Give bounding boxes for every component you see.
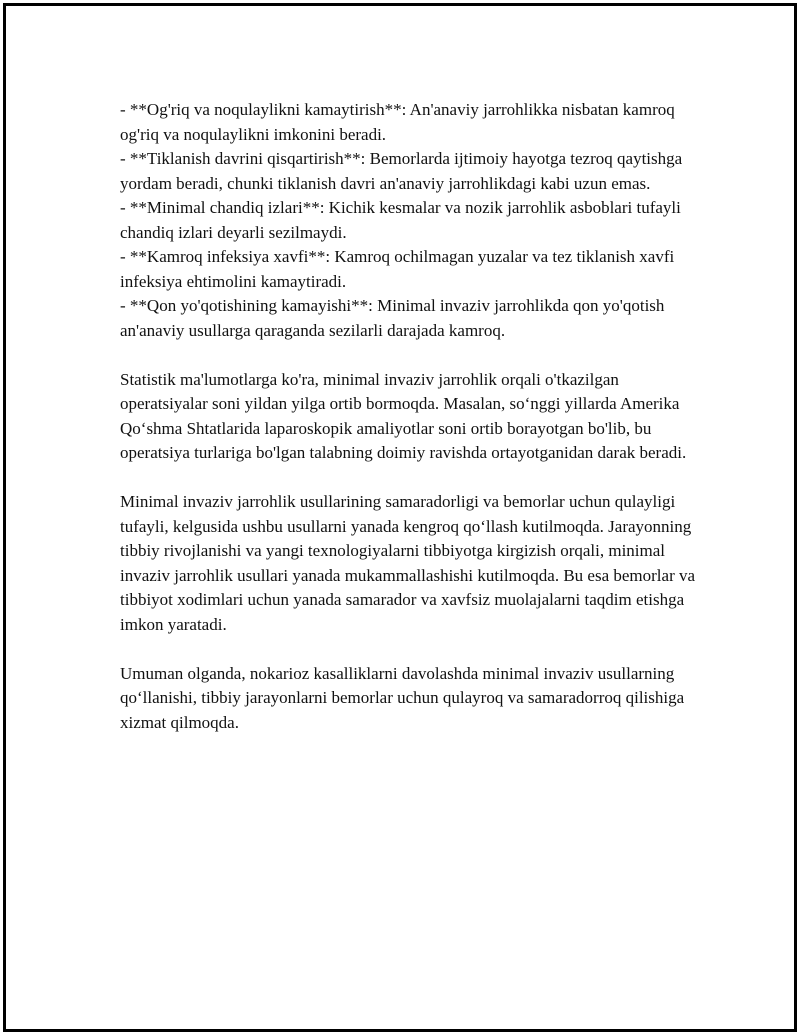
bullet-item-pain-reduction: - **Og'riq va noqulaylikni kamaytirish**: An'anaviy jarrohlikka nisbatan kamroq og'riq va noqulaylikni imkonini beradi. [120,100,675,144]
bullet-item-recovery-time: - **Tiklanish davrini qisqartirish**: Bemorlarda ijtimoiy hayotga tezroq qaytishga yordam beradi, chunki tiklanish davri an'anaviy jarrohlikdagi kabi uzun emas. [120,149,683,193]
paragraph-future-outlook: Minimal invaziv jarrohlik usullarining samaradorligi va bemorlar uchun qulayligi tufayli, kelgusida ushbu usullarni yanada kengroq qo‘llash kutilmoqda. Jarayonning tibbiy rivojlanishi va yangi texnologiyalarni tibbiyotga kirgizish orqali, minimal invaziv jarrohlik usullari yanada mukammallashishi kutilmoqda. Bu esa bemorlar va tibbiyot xodimlari uchun yanada samarador va xavfsiz muolajalarni taqdim etishga imkon yaratadi. [120,492,696,634]
bullet-item-minimal-scars: - **Minimal chandiq izlari**: Kichik kesmalar va nozik jarrohlik asboblari tufayli chandiq izlari deyarli sezilmaydi. [120,198,681,242]
document-body [120,98,700,735]
paragraph-conclusion: Umuman olganda, nokarioz kasalliklarni davolashda minimal invaziv usullarning qo‘llanishi, tibbiy jarayonlarni bemorlar uchun qulayroq va samaradorroq qilishiga xizmat qilmoqda. [120,663,685,732]
paragraph-statistics: Statistik ma'lumotlarga ko'ra, minimal invaziv jarrohlik orqali o'tkazilgan operatsiyalar soni yildan yilga ortib bormoqda. Masalan, so‘nggi yillarda Amerika Qo‘shma Shtatlarida laparoskopik amaliyotlar soni ortib borayotgan bo'lib, bu operatsiya turlariga bo'lgan talabning doimiy ravishda ortayotganidan darak beradi. [120,369,687,462]
page-frame [3,3,797,1032]
bullet-item-infection-risk: - **Kamroq infeksiya xavfi**: Kamroq ochilmagan yuzalar va tez tiklanish xavfi infeksiya ehtimolini kamaytiradi. [120,247,675,291]
bullet-item-blood-loss: - **Qon yo'qotishining kamayishi**: Minimal invaziv jarrohlikda qon yo'qotish an'anaviy usullarga qaraganda sezilarli darajada kamroq. [120,296,665,340]
